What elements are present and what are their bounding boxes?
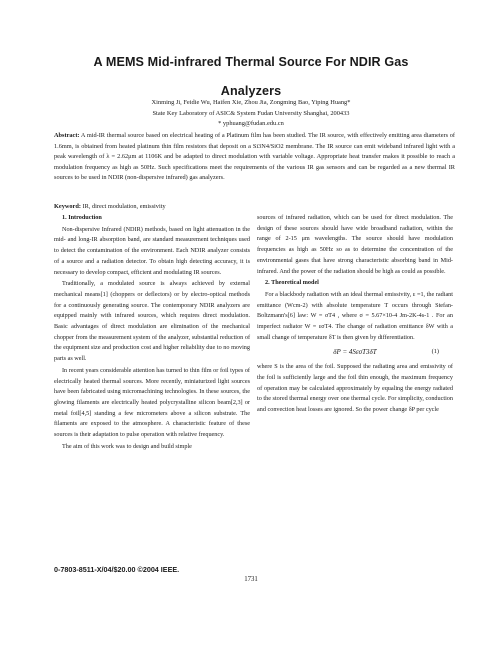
theory-paragraph-2: where S is the area of the foil. Supposed the radiating area and emissivity of the foil is sufficiently large and the foil thin enough, the maximum frequency of operation may be calculated approximately by equaling the energy radiated to the stored thermal energy over one thermal cycle. For simplicity, conduction and convection heat losses are ignored. So the power change δP per cycle — [257, 363, 453, 413]
intro-paragraph-4: The aim of this work was to design and build simple — [62, 442, 192, 450]
email: * yphuang@fudan.edu.cn — [218, 120, 284, 127]
right-column — [257, 213, 453, 417]
keyword-label: Keyword: — [54, 203, 81, 210]
equation-formula: δP = 4SεσT3δT — [333, 348, 377, 357]
keyword-text: IR, direct modulation, emissivity — [82, 203, 166, 210]
affiliation: State Key Laboratory of ASIC& System Fudan University Shanghai, 200433 — [152, 110, 350, 117]
abstract-text: A mid-IR thermal source based on electrical heating of a Platinum film has been studied. The IR source, with effectively emitting area diameters of 1.6mm, is obtained from heated platinum thin film resistors that deposit on a Si3N4/SiO2 membrane. The IR source can emit wideband infrared light with a peak wavelength of λ = 2.62μm at 1106K and be adapted to direct modulation with variable voltage. Appropriate heat transfer makes it possible to reach a modulation frequency as high as 50Hz. Such specifications meet the requirements of the various IR gas sensors and can be regarded as a new thermal IR sources to be used in NDIR (non-dispersive infrared) gas analyzers. — [54, 132, 455, 182]
section-2-title: 2. Theoretical model — [265, 279, 319, 287]
abstract — [54, 131, 455, 184]
intro-paragraph-1: Non-dispersive Infrared (NDIR) methods, based on light attenuation in the mid- and long-IR absorption band, are standard measurement techniques used to detect the contamination of the environment. Each NDIR analyzer consists of a source and a radiation detector. To obtain high detecting accuracy, it is necessary to develop compact, efficient and modulating IR sources. — [54, 225, 250, 276]
intro-paragraph-3: In recent years considerable attention has turned to thin film or foil types of electrically heated thermal sources. More recently, miniaturized light sources have been fabricated using micromachining technologies. In these sources, the glowing filaments are electrically heated polycrystalline silicon beam[2,3] or metal foil[4,5] standing a few micrometers above a silicon substrate. The filaments are exposed to the atmosphere. A characteristic feature of these sources is their adaptation to pulse operation with relative frequency. — [54, 366, 250, 439]
authors: Xinming Ji, Feidie Wu, Haifen Xie, Zhou Jia, Zongming Bao, Yiping Huang* — [151, 99, 351, 106]
copyright-footer: 0-7803-8511-X/04/$20.00 ©2004 IEEE. — [54, 565, 180, 574]
section-1-title: 1. Introduction — [62, 214, 102, 221]
paper-title-line1: A MEMS Mid-infrared Thermal Source For NDIR Gas — [93, 55, 409, 69]
right-paragraph-1: sources of infrared radiation, which can be used for direct modulation. The design of these sources should have wide broadband radiation, within the range of 2-15 μm wavelengths. The source should have modulation frequencies as high as 50Hz so as to determine the concentration of the environmental gases that have strong characteristic absorbing band in Mid-infrared. And the power of the radiation should be high as could as possible. — [257, 214, 453, 275]
page-number: 1731 — [244, 576, 258, 583]
equation-1 — [257, 347, 453, 358]
intro-paragraph-2: Traditionally, a modulated source is always achieved by external mechanical means[1] (choppers or deflectors) or by electro-optical methods for a continuously generating source. The contemporary NDIR analyzers are equipped mainly with infrared sources, which requires direct modulation. Basic advantages of direct modulation are elimination of the mechanical chopper from the measurement system of the analyzer, substantial reduction of the equipment size and production cost and higher reliability due to no moving parts as well. — [54, 280, 250, 363]
left-column — [54, 213, 250, 453]
paper-title-line2: Analyzers — [220, 84, 282, 98]
equation-number: (1) — [431, 348, 439, 356]
keywords — [54, 203, 455, 210]
theory-paragraph-1: For a blackbody radiation with an ideal thermal emissivity, ε =1, the radiant emittance (Wcm-2) with absolute temperature T occurs through Stefan-Boltzmann's[6] law: W = σT4 , where σ = 5.67×10-4 Jm-2K-4s-1 . For an imperfect radiator W = εσT4. The change of radiation emittance δW with a small change of temperature δT is then given by differentiation. — [257, 290, 453, 341]
abstract-label: Abstract: — [54, 132, 80, 139]
